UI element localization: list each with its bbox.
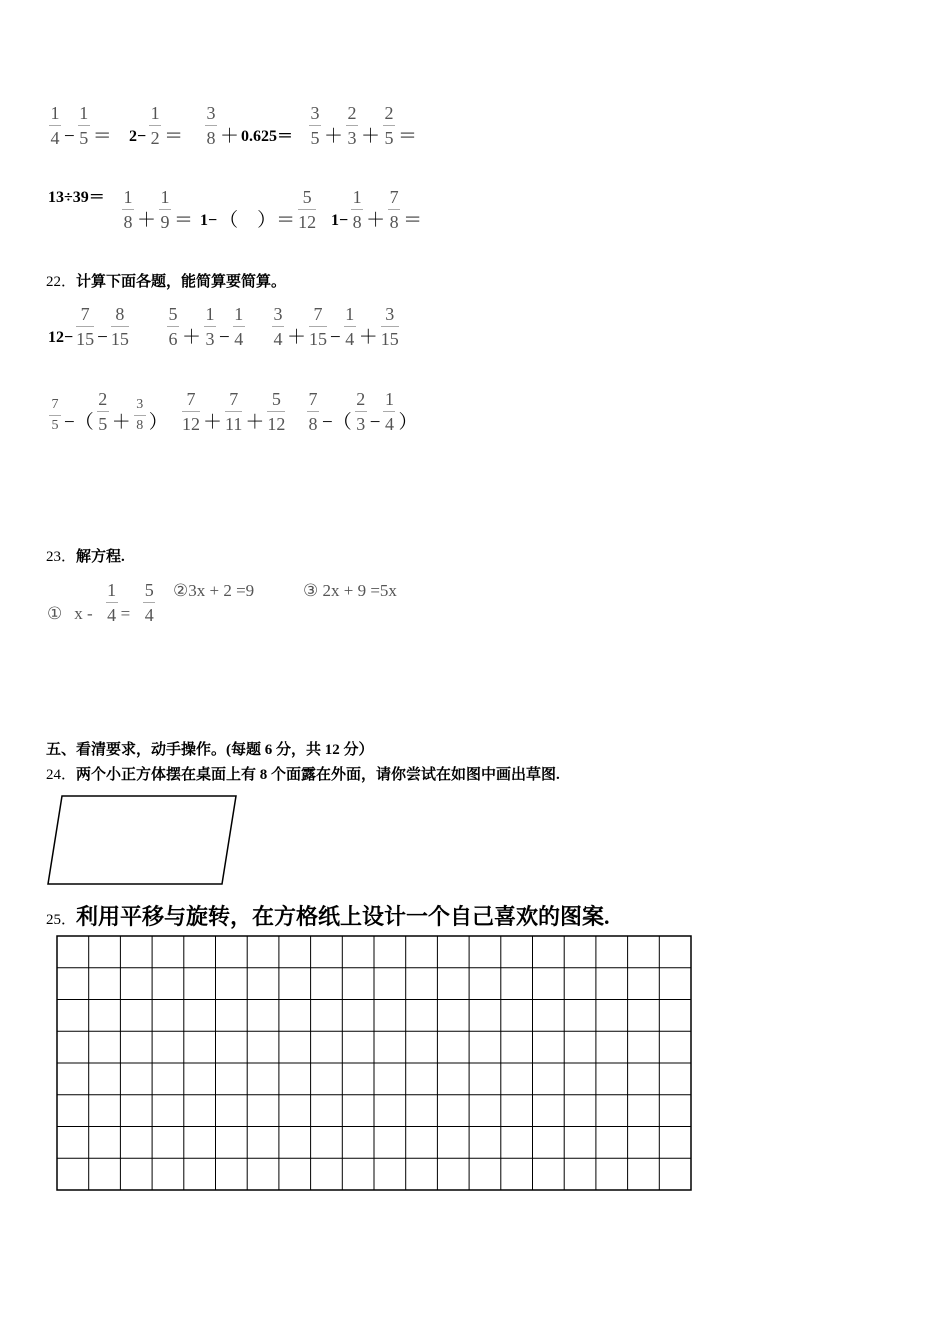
denominator: 8 <box>206 128 216 148</box>
denominator: 3 <box>205 329 215 349</box>
numerator: 1 <box>160 187 170 207</box>
denominator: 8 <box>389 212 399 232</box>
numerator: 3 <box>310 103 320 123</box>
denominator: 8 <box>352 212 362 232</box>
operator-text: 1− <box>331 212 349 229</box>
numerator: 1 <box>150 103 160 123</box>
denominator: 8 <box>308 414 318 434</box>
parallelogram-desk[interactable] <box>48 796 236 884</box>
denominator: 5 <box>384 128 394 148</box>
numerator: 7 <box>229 389 239 409</box>
operator-text: ＋ <box>358 327 378 348</box>
denominator: 11 <box>225 414 243 434</box>
question-text: 计算下面各题，能简算要简算。 <box>76 274 287 290</box>
operator-text: ＝ <box>398 126 418 147</box>
operator-text: 13÷39＝ <box>48 189 105 206</box>
numerator: 2 <box>98 389 108 409</box>
numerator: 1 <box>50 103 60 123</box>
operator-text: − <box>369 412 381 433</box>
denominator: 5 <box>51 418 59 433</box>
operator-text: −（ <box>64 412 94 433</box>
denominator: 4 <box>234 329 244 349</box>
operator-text: −（ <box>322 412 352 433</box>
denominator: 5 <box>310 128 320 148</box>
numerator: 1 <box>234 304 244 324</box>
numerator: 1 <box>107 580 117 600</box>
denominator: 4 <box>107 605 117 625</box>
denominator: 8 <box>136 418 144 433</box>
denominator: 15 <box>110 329 129 349</box>
question-text: 解方程. <box>76 549 125 565</box>
denominator: 4 <box>345 329 355 349</box>
denominator: 15 <box>309 329 328 349</box>
denominator: 5 <box>98 414 108 434</box>
denominator: 4 <box>384 414 394 434</box>
denominator: 8 <box>123 212 133 232</box>
numerator: 1 <box>352 187 362 207</box>
numerator: 7 <box>186 389 196 409</box>
operator-text: ＝ <box>174 210 194 231</box>
denominator: 15 <box>380 329 399 349</box>
operator-text: ＝ <box>164 126 184 147</box>
operator-text: ＋ <box>220 126 240 147</box>
operator-text: ） <box>398 412 418 433</box>
numerator: 1 <box>123 187 133 207</box>
operator-text: ＋ <box>137 210 157 231</box>
question-25-heading <box>46 900 610 931</box>
denominator: 12 <box>182 414 200 434</box>
operator-text: = <box>120 604 131 623</box>
numerator: 8 <box>115 304 125 324</box>
denominator: 2 <box>150 128 160 148</box>
denominator: 15 <box>76 329 95 349</box>
operator-text: ＝ <box>92 126 112 147</box>
denominator: 3 <box>347 128 357 148</box>
operator-text: − <box>64 126 75 147</box>
numerator: 7 <box>51 397 59 412</box>
question-text: 利用平移与旋转，在方格纸上设计一个自己喜欢的图案. <box>76 904 610 929</box>
operator-text: ②3x + 2 =9 <box>173 581 255 600</box>
operator-text: ） <box>148 412 168 433</box>
question-text: 两个小正方体摆在桌面上有 8 个面露在外面，请你尝试在如图中画出草图. <box>76 767 560 783</box>
numerator: 2 <box>384 103 394 123</box>
numerator: 2 <box>347 103 357 123</box>
numerator: 2 <box>356 389 366 409</box>
numerator: 1 <box>205 304 215 324</box>
operator-text: − <box>330 327 341 348</box>
numerator: 3 <box>206 103 216 123</box>
numerator: 1 <box>345 304 355 324</box>
numerator: 5 <box>302 187 312 207</box>
denominator: 5 <box>79 128 89 148</box>
numerator: 5 <box>271 389 281 409</box>
numerator: 3 <box>273 304 283 324</box>
numerator: 5 <box>144 580 154 600</box>
operator-text: ③ 2x + 9 =5x <box>303 581 397 600</box>
operator-text: − <box>97 327 108 348</box>
operator-text: ① <box>47 604 63 623</box>
operator-text: 12− <box>48 329 74 346</box>
operator-text: （ ）＝ <box>219 210 296 231</box>
operator-text: 0.625＝ <box>241 128 294 145</box>
denominator: 12 <box>267 414 286 434</box>
denominator: 6 <box>168 329 178 349</box>
numerator: 1 <box>79 103 89 123</box>
section-5-heading: 五、看清要求，动手操作。(每题 6 分，共 12 分） <box>46 742 374 758</box>
denominator: 12 <box>298 212 317 232</box>
numerator: 1 <box>384 389 394 409</box>
numerator: 5 <box>168 304 178 324</box>
operator-text: 2− <box>129 128 147 145</box>
numerator: 3 <box>385 304 395 324</box>
question-number: 25． <box>46 912 77 928</box>
operator-text: ＋ <box>361 126 381 147</box>
numerator: 7 <box>313 304 323 324</box>
denominator: 4 <box>273 329 283 349</box>
question-number: 23． <box>46 549 77 565</box>
operator-text: ＋ <box>203 412 223 433</box>
operator-text: ＝ <box>403 210 423 231</box>
denominator: 3 <box>356 414 366 434</box>
operator-text: ＋ <box>366 210 386 231</box>
operator-text: − <box>219 327 230 348</box>
denominator: 9 <box>160 212 170 232</box>
square-grid-paper[interactable] <box>57 936 691 1190</box>
operator-text: ＋ <box>111 412 131 433</box>
operator-text: ＋ <box>245 412 265 433</box>
operator-text: 1− <box>200 212 218 229</box>
operator-text: ＋ <box>287 327 307 348</box>
operator-text: ＋ <box>182 327 202 348</box>
numerator: 3 <box>136 397 144 412</box>
operator-text: x - <box>74 604 93 623</box>
numerator: 7 <box>308 389 318 409</box>
numerator: 7 <box>389 187 399 207</box>
question-number: 22． <box>46 274 77 290</box>
denominator: 4 <box>50 128 60 148</box>
numerator: 7 <box>80 304 90 324</box>
question-number: 24． <box>46 767 77 783</box>
denominator: 4 <box>144 605 154 625</box>
operator-text: ＋ <box>324 126 344 147</box>
